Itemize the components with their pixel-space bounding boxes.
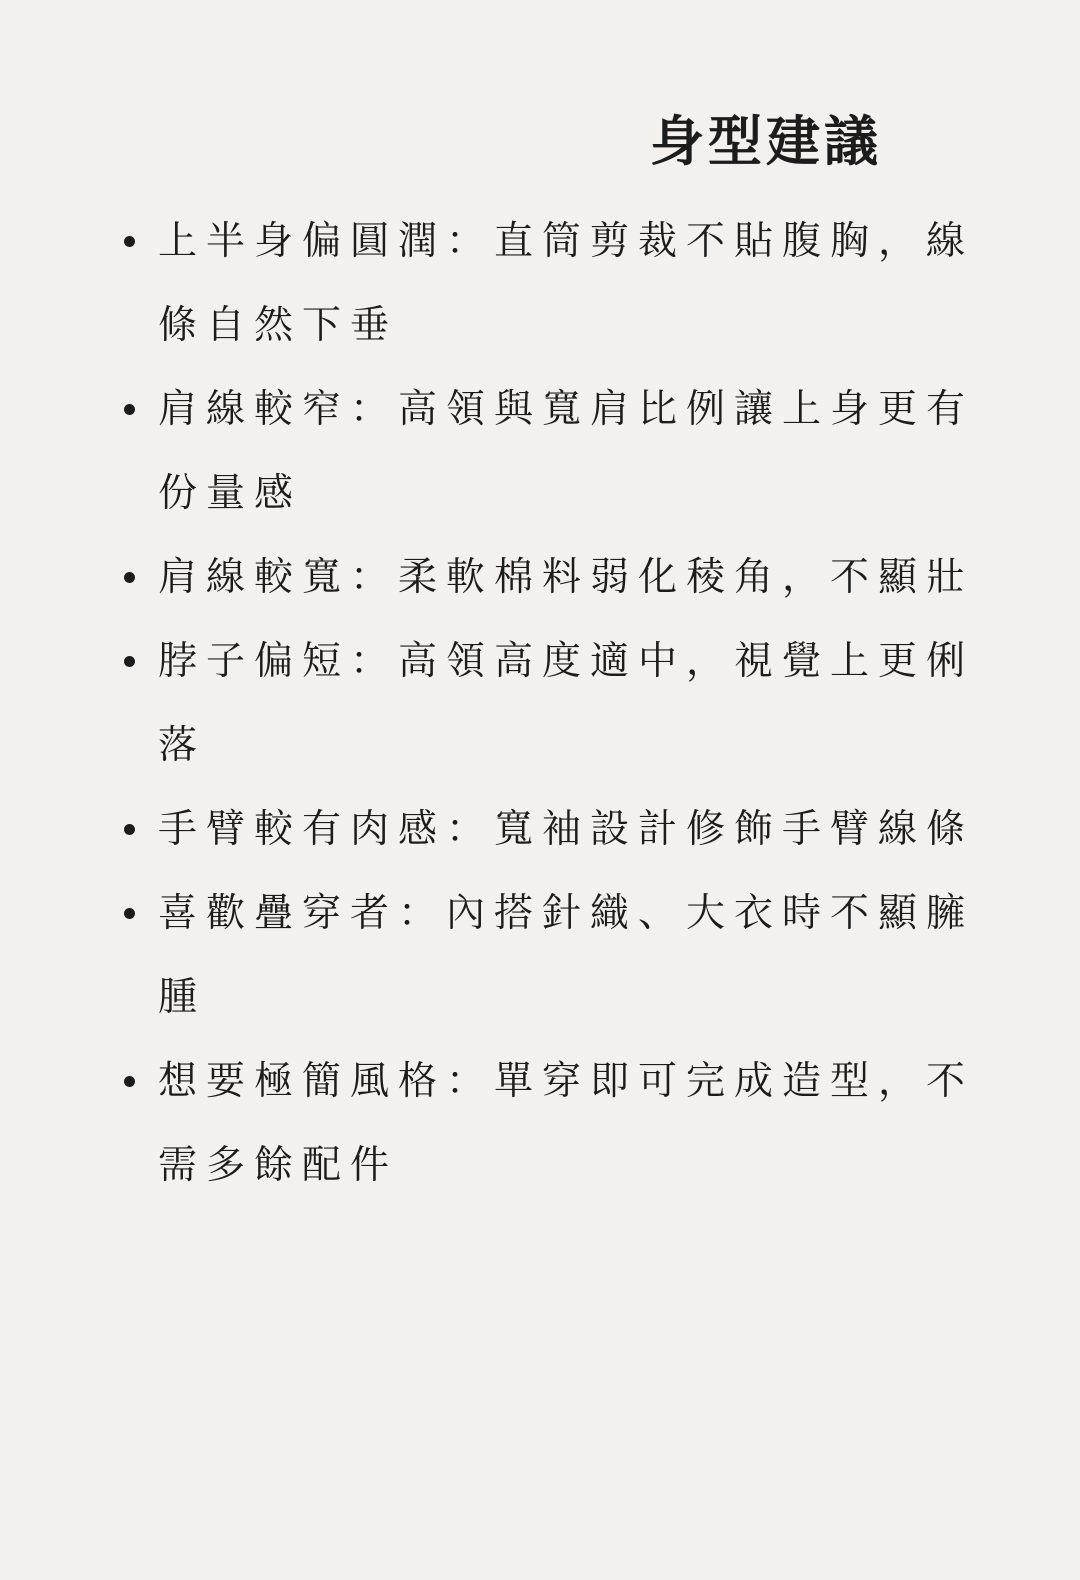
list-item	[158, 536, 998, 620]
list-item-text: 喜歡疊穿者：內搭針織、大衣時不顯臃腫	[158, 891, 975, 1020]
list-item-text: 肩線較寬：柔軟棉料弱化稜角，不顯壯	[158, 555, 975, 600]
list-item-text: 脖子偏短：高領高度適中，視覺上更俐落	[158, 639, 975, 768]
bullet-icon	[124, 404, 135, 415]
list-item-text: 想要極簡風格：單穿即可完成造型，不需多餘配件	[158, 1059, 975, 1188]
list-item	[158, 788, 998, 872]
list-item	[158, 368, 998, 536]
bullet-icon	[124, 1076, 135, 1087]
bullet-icon	[124, 908, 135, 919]
list-item	[158, 200, 998, 368]
list-item	[158, 620, 998, 788]
bullet-icon	[124, 824, 135, 835]
list-item-text: 肩線較窄：高領與寬肩比例讓上身更有份量感	[158, 387, 975, 516]
list-item-text: 上半身偏圓潤：直筒剪裁不貼腹胸，線條自然下垂	[158, 219, 975, 348]
bullet-icon	[124, 656, 135, 667]
list-item	[158, 1040, 998, 1208]
bullet-icon	[124, 236, 135, 247]
page-title: 身型建議	[650, 110, 882, 173]
list-item-text: 手臂較有肉感：寬袖設計修飾手臂線條	[158, 807, 975, 852]
bullet-icon	[124, 572, 135, 583]
suggestion-list	[158, 200, 998, 1208]
list-item	[158, 872, 998, 1040]
